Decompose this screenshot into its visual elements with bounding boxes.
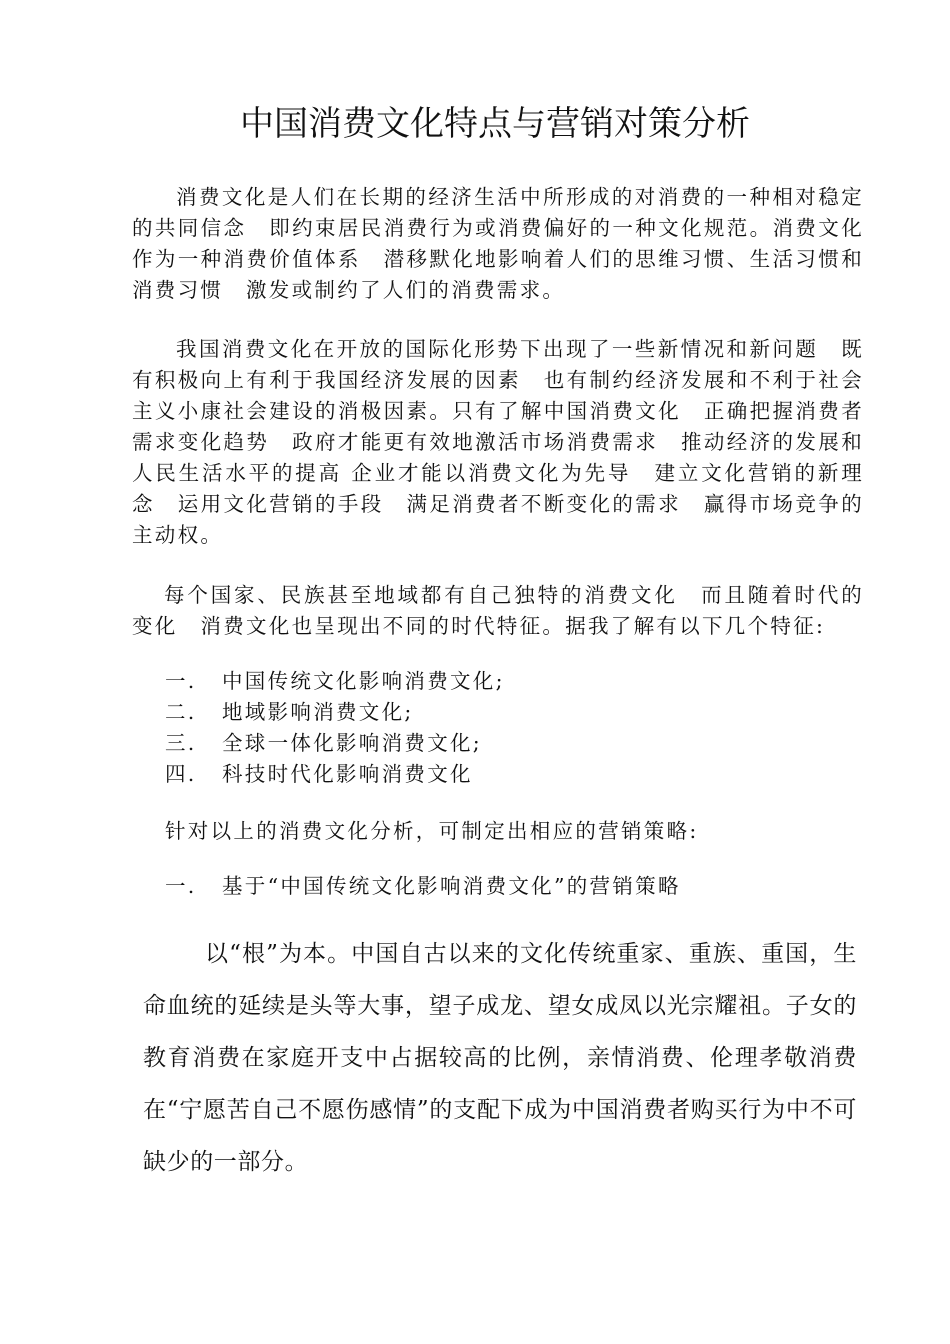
list-item [165, 728, 865, 759]
strategy-heading [165, 871, 865, 902]
paragraph-consumer-culture-definition: 消费文化是人们在长期的经济生活中所形成的对消费的一种相对稳定的共同信念 即约束居民消费行为或消费偏好的一种文化规范。消费文化作为一种消费价值体系 潜移默化地影响着人们的思维习惯、生活习惯和消费习惯 激发或制约了人们的消费需求。 [132, 185, 864, 302]
list-item-number: 一. [165, 669, 197, 693]
strategy-body-paragraph: 以“根”为本。中国自古以来的文化传统重家、重族、重国，生命血统的延续是头等大事，望子成龙、望女成凤以光宗耀祖。子女的教育消费在家庭开支中占据较高的比例，亲情消费、伦理孝敬消费在“宁愿苦自己不愿伤感情”的支配下成为中国消费者购买行为中不可缺少的一部分。 [143, 941, 857, 1175]
strategy-heading-number: 一. [165, 874, 197, 898]
list-item-number: 三. [165, 731, 197, 755]
list-item-number: 二. [165, 700, 197, 724]
list-item-text: 中国传统文化影响消费文化; [222, 669, 505, 693]
strategy-heading-text: 基于“中国传统文化影响消费文化”的营销策略 [222, 874, 681, 898]
list-item [165, 666, 865, 697]
document-title: 中国消费文化特点与营销对策分析 [240, 104, 750, 144]
list-item-number: 四. [165, 762, 197, 786]
list-item-text: 科技时代化影响消费文化 [222, 762, 473, 786]
paragraph-domestic-situation: 我国消费文化在开放的国际化形势下出现了一些新情况和新问题 既有积极向上有利于我国经济发展的因素 也有制约经济发展和不利于社会主义小康社会建设的消极因素。只有了解中国消费文化 正确把握消费者需求变化趋势 政府才能更有效地激活市场消费需求 推动经济的发展和人民生活水平的提高 企业才能以消费文化为先导 建立文化营销的新理念 运用文化营销的手段 满足消费者不断变化的需求 赢得市场竞争的主动权。 [132, 337, 864, 547]
strategy-intro: 针对以上的消费文化分析，可制定出相应的营销策略: [165, 819, 699, 843]
paragraph-features-intro: 每个国家、民族甚至地域都有自己独特的消费文化 而且随着时代的变化 消费文化也呈现出不同的时代特征。据我了解有以下几个特征: [132, 583, 864, 638]
list-item [165, 759, 865, 790]
list-item-text: 地域影响消费文化; [222, 700, 414, 724]
features-list [165, 666, 865, 790]
list-item-text: 全球一体化影响消费文化; [222, 731, 483, 755]
list-item [165, 697, 865, 728]
